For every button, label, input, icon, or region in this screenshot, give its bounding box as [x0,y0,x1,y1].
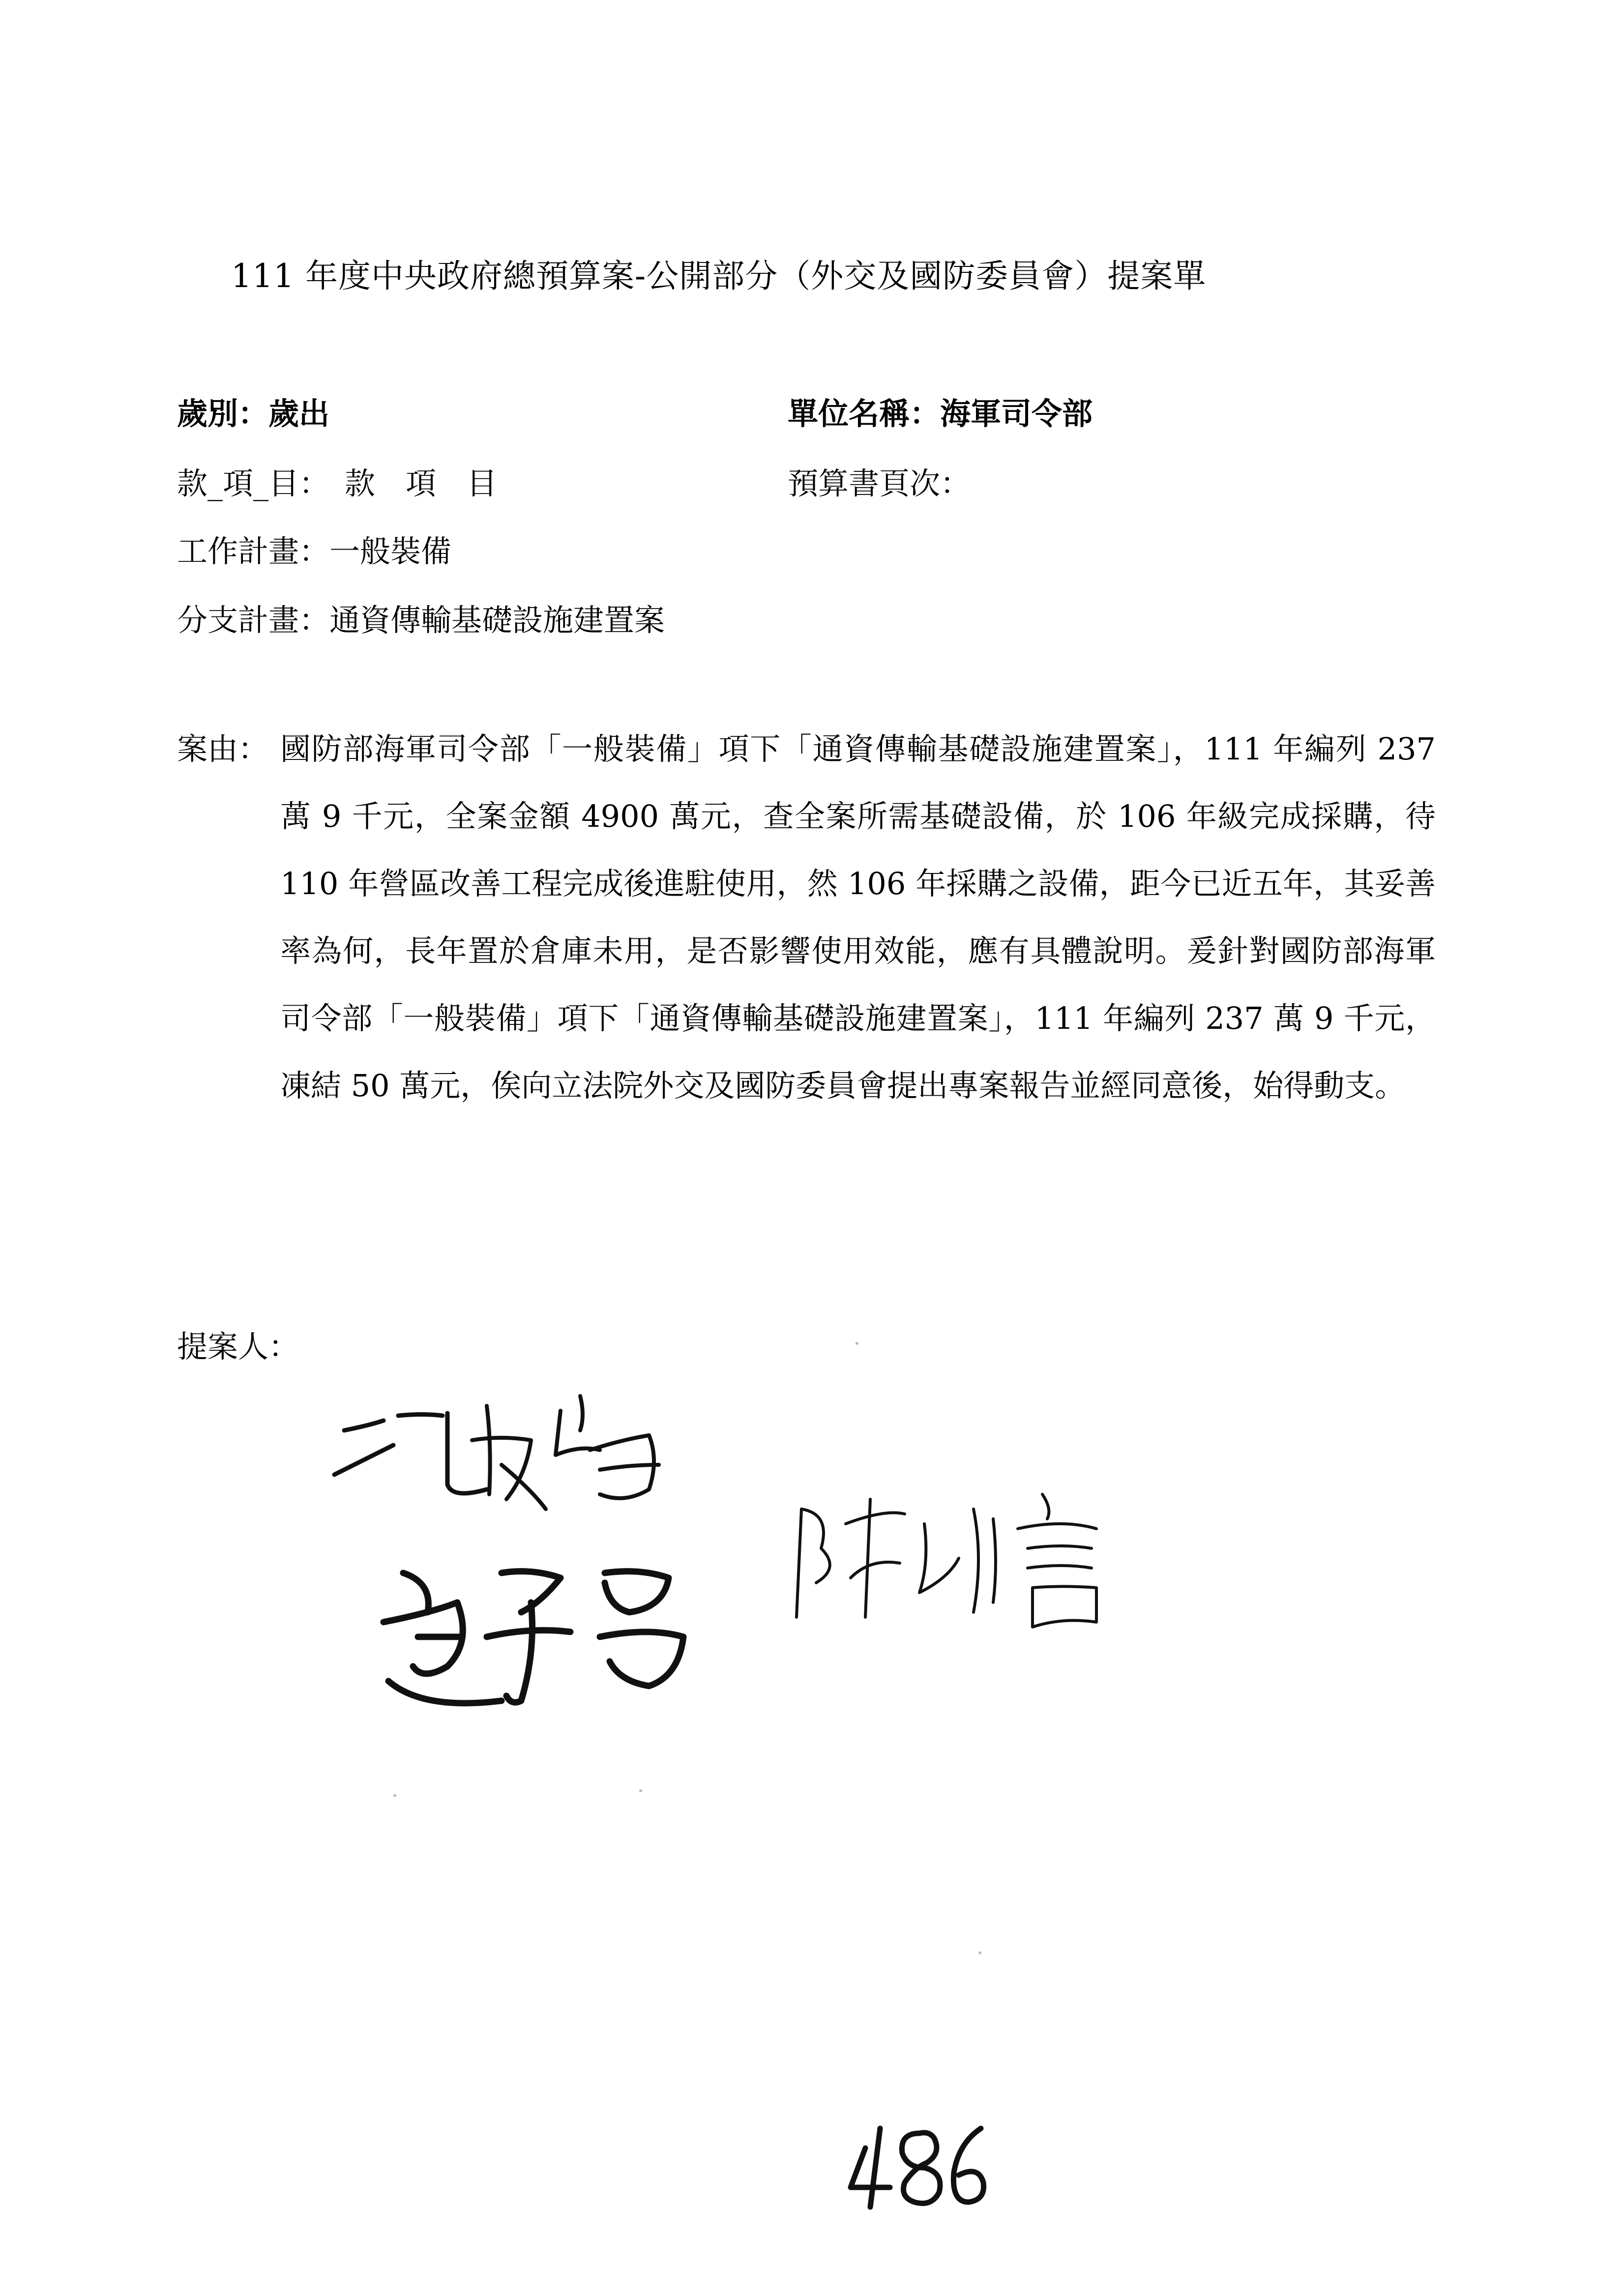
signature-2 [374,1553,718,1730]
signature-1 [325,1386,718,1548]
unit-name-field: 單位名稱：海軍司令部 [788,396,1093,432]
document-title: 111 年度中央政府總預算案-公開部分（外交及國防委員會）提案單 [231,257,1207,295]
signature-3 [787,1480,1141,1642]
sub-plan-field: 分支計畫：通資傳輸基礎設施建置案 [177,602,665,638]
reason-section [177,715,1446,1119]
scan-speck [393,1794,396,1797]
page-number [846,2114,993,2212]
year-type-field: 歲別：歲出 [177,396,330,432]
reason-text: 國防部海軍司令部「一般裝備」項下「通資傳輸基礎設施建置案」，111 年編列 237 萬 9 千元，全案金額 4900 萬元，查全案所需基礎設備，於 106 年級完成採購，待 110 年營區改善工程完成後進駐使用，然 106 年採購之設備，距今已近五年，其妥善率為何，長年置於倉庫未用，是否影響使用效能，應有具體說明。爰針對國防部海軍司令部「一般裝備」項下「通資傳輸基礎設施建置案」，111 年編列 237 萬 9 千元，凍結 50 萬元，俟向立法院外交及國防委員會提出專案報告並經同意後，始得動支。 [280,731,1446,1104]
item-path-field: 款_項_目： 款 項 目 [177,465,498,501]
budget-page-field: 預算書頁次： [788,465,971,501]
scan-speck [639,1789,642,1792]
work-plan-field: 工作計畫：一般裝備 [177,533,452,569]
proposer-label: 提案人： [177,1329,299,1365]
reason-label: 案由： [177,731,269,767]
scan-speck [856,1342,858,1345]
scan-speck [978,1951,981,1954]
